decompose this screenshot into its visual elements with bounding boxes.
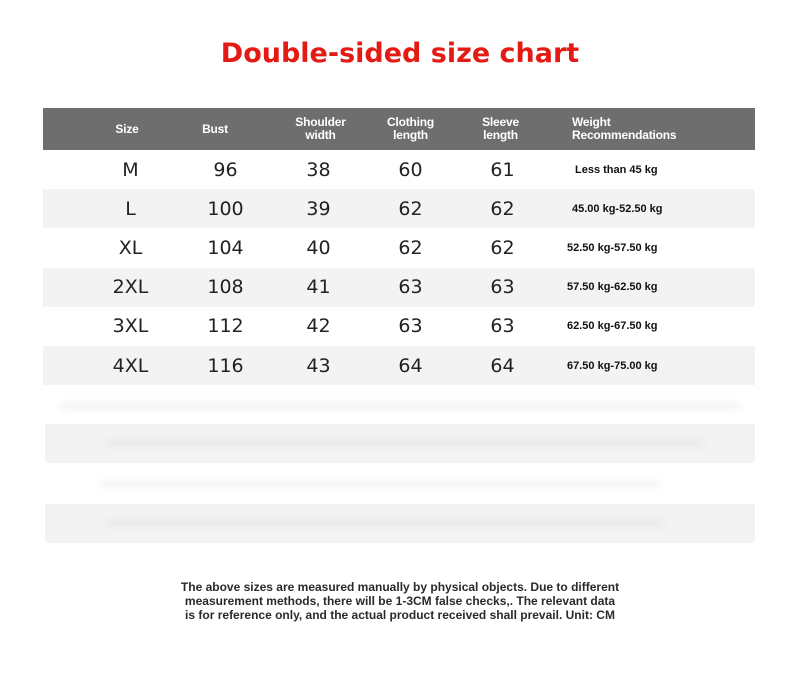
cell-size: 4XL (112, 354, 149, 377)
cell-sleeve: 62 (490, 197, 515, 220)
faded-line (105, 439, 705, 447)
cell-clothing: 60 (398, 158, 423, 181)
cell-shoulder: 42 (306, 315, 331, 338)
note-line: The above sizes are measured manually by physical objects. Due to different (180, 580, 620, 594)
faded-line (100, 480, 660, 488)
table-header (43, 108, 755, 150)
header-shoulder-width: Shoulder width (295, 115, 346, 142)
cell-shoulder: 39 (306, 197, 331, 220)
cell-bust: 104 (207, 236, 244, 259)
cell-sleeve: 61 (490, 158, 515, 181)
cell-bust: 108 (207, 276, 244, 299)
table-row (43, 150, 755, 189)
cell-weight: 52.50 kg-57.50 kg (567, 241, 658, 254)
cell-weight: Less than 45 kg (575, 163, 658, 176)
cell-sleeve: 63 (490, 315, 515, 338)
cell-bust: 96 (213, 158, 238, 181)
cell-size: L (125, 197, 136, 220)
table-row (43, 189, 755, 228)
cell-weight: 45.00 kg-52.50 kg (572, 202, 663, 215)
chart-title: Double-sided size chart (220, 38, 580, 69)
header-clothing-length: Clothing length (386, 115, 435, 142)
cell-size: 3XL (112, 315, 149, 338)
cell-clothing: 64 (398, 354, 423, 377)
note-line: measurement methods, there will be 1-3CM false checks,. The relevant data (184, 594, 616, 608)
table-row (43, 268, 755, 307)
cell-clothing: 62 (398, 236, 423, 259)
cell-sleeve: 63 (490, 276, 515, 299)
cell-clothing: 63 (398, 315, 423, 338)
cell-bust: 112 (207, 315, 244, 338)
header-sleeve-length: Sleeve length (482, 115, 519, 142)
faded-row (45, 424, 755, 463)
cell-shoulder: 38 (306, 158, 331, 181)
cell-size: M (122, 158, 139, 181)
cell-sleeve: 62 (490, 236, 515, 259)
cell-shoulder: 43 (306, 354, 331, 377)
cell-clothing: 63 (398, 276, 423, 299)
table-row (43, 346, 755, 385)
cell-weight: 62.50 kg-67.50 kg (567, 320, 658, 333)
measurement-note (150, 580, 650, 622)
cell-weight: 57.50 kg-62.50 kg (567, 281, 658, 294)
faded-row (45, 504, 755, 543)
size-table (43, 108, 755, 385)
table-row (43, 228, 755, 267)
cell-size: 2XL (112, 276, 149, 299)
cell-bust: 116 (207, 354, 244, 377)
header-bust: Bust (202, 121, 228, 136)
note-line: is for reference only, and the actual product received shall prevail. Unit: CM (185, 608, 615, 622)
header-weight-recommendations: Weight Recommendations (572, 115, 677, 142)
cell-clothing: 62 (398, 197, 423, 220)
cell-shoulder: 41 (306, 276, 331, 299)
cell-sleeve: 64 (490, 354, 515, 377)
cell-shoulder: 40 (306, 236, 331, 259)
header-size: Size (115, 121, 139, 136)
cell-size: XL (118, 236, 143, 259)
cell-bust: 100 (207, 197, 244, 220)
faded-line (60, 402, 740, 410)
cell-weight: 67.50 kg-75.00 kg (567, 359, 658, 372)
faded-line (105, 519, 665, 527)
table-row (43, 307, 755, 346)
